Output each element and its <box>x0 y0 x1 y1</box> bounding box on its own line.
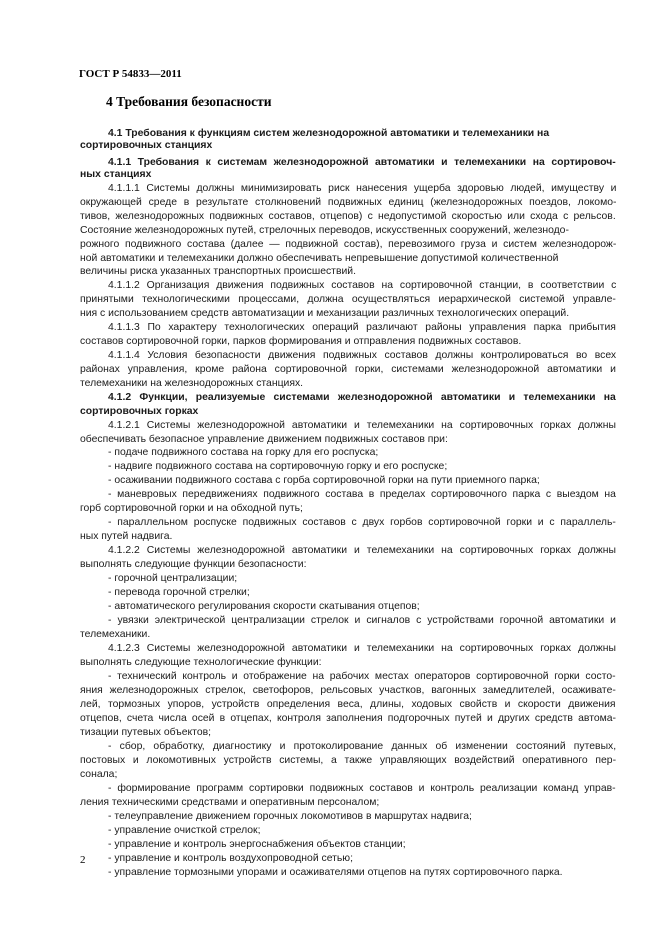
text-line: постовых и локомотивных устройств системы, а также управляющих воздействий оперативного пер- <box>80 755 617 766</box>
text-line: Состояние железнодорожных путей, стрелочных переводов, искусственных сооружений, железнодо- <box>80 225 569 236</box>
text-line: - формирование программ сортировки подвижных составов и контроль реализации команд управ- <box>108 783 616 794</box>
text-line: обеспечивать безопасное управление движением подвижных составов при: <box>80 434 448 445</box>
text-line: - увязки электрической централизации стрелок и сигналов с устройствами горочной автоматики и <box>108 615 616 626</box>
text-line: 4.1.1.2 Организация движения подвижных составов на сортировочной станции, в соответствии с <box>108 280 617 291</box>
text-line: принятыми технологическими процессами, должна осуществляться иерархической системой управле- <box>80 294 616 305</box>
text-line: - технический контроль и отображение на рабочих местах операторов сортировочной горки состо- <box>108 671 616 682</box>
text-line: 4.1.1.3 По характеру технологических операций различают районы управления парка прибытия <box>108 322 616 333</box>
section-title: 4 Требования безопасности <box>106 94 272 109</box>
text-line: величины риска указанных транспортных происшествий. <box>80 266 356 277</box>
text-line: яния железнодорожных стрелок, светофоров, рельсовых участков, вагонных замедлителей, осаживате- <box>80 685 616 696</box>
text-line: ных станциях <box>80 169 152 180</box>
text-line: - управление тормозными упорами и осаживателями отцепов на путях сортировочного парка. <box>108 867 563 878</box>
text-line: отцепов, счета числа осей в отцепах, контроля заполнения подгорочных путей и других средств автома- <box>80 713 616 724</box>
page-number: 2 <box>80 854 86 866</box>
text-line: выполнять следующие функции безопасности: <box>80 559 307 570</box>
text-line: ных путей надвига. <box>80 531 173 542</box>
text-line: ления техническими средствами и оперативным персоналом; <box>80 797 380 808</box>
text-line: - управление и контроль энергоснабжения объектов станции; <box>108 839 406 850</box>
text-line: ной автоматики и телемеханики должно обеспечивать непревышение допустимой количественной <box>80 253 559 264</box>
text-line: 4.1.2 Функции, реализуемые системами железнодорожной автоматики и телемеханики на <box>108 392 616 403</box>
text-line: сортировочных горках <box>80 406 199 417</box>
text-line: - автоматического регулирования скорости скатывания отцепов; <box>108 601 420 612</box>
text-line: - управление и контроль воздухопроводной сетью; <box>108 853 353 864</box>
text-line: - горочной централизации; <box>108 573 238 584</box>
text-line: 4.1.2.2 Системы железнодорожной автоматики и телемеханики на сортировочных горках должны <box>108 545 616 556</box>
text-line: ния с использованием средств автоматизации и механизации различных технологических операций. <box>80 308 570 319</box>
text-line: 4.1.1.1 Системы должны минимизировать риск нанесения ущерба здоровью людей, имуществу и <box>108 183 617 194</box>
text-line: тизации путевых объектов; <box>80 727 212 738</box>
text-line: - перевода горочной стрелки; <box>108 587 250 598</box>
text-line: сонала; <box>80 769 118 780</box>
text-line: 4.1.1.4 Условия безопасности движения подвижных составов должны контролироваться во всех <box>108 350 617 361</box>
text-line: телемеханики на железнодорожных станциях. <box>80 378 304 389</box>
text-line: - параллельном роспуске подвижных составов с двух горбов сортировочной горки и с параллель- <box>108 517 616 528</box>
text-line: - подаче подвижного состава на горку для его роспуска; <box>108 447 379 458</box>
text-line: - надвиге подвижного состава на сортировочную горку и его роспуске; <box>108 461 448 472</box>
text-line: лей, тормозных упоров, устройств определения веса, длины, ходовых свойств и скорости движения <box>80 699 616 710</box>
text-line: - управление очисткой стрелок; <box>108 825 261 836</box>
text-line: горб сортировочной горки и на обходной путь; <box>80 503 303 514</box>
text-line: 4.1.1 Требования к системам железнодорожной автоматики и телемеханики на сортировоч- <box>108 157 616 168</box>
text-line: составов сортировочной горки, парков формирования и отправления подвижных составов. <box>80 336 522 347</box>
text-line: районах управления, кроме района сортировочной горки, системами железнодорожной автоматики и <box>80 364 616 375</box>
document-code: ГОСТ Р 54833—2011 <box>79 68 182 80</box>
text-line: 4.1 Требования к функциям систем железнодорожной автоматики и телемеханики на <box>108 128 550 139</box>
text-line: окружающей среде в результате столкновений подвижных единиц (железнодорожных поездов, локомо- <box>80 197 617 208</box>
text-line: выполнять следующие технологические функции: <box>80 657 322 668</box>
text-line: 4.1.2.1 Системы железнодорожной автоматики и телемеханики на сортировочных горках должны <box>108 420 616 431</box>
text-line: - сбор, обработку, диагностику и протоколирование данных об изменении состояний путевых, <box>108 741 617 752</box>
text-line: - маневровых передвижениях подвижного состава в пределах сортировочного парка с выездом на <box>108 489 616 500</box>
text-line: рожного подвижного состава (далее — подвижной состав), перевозимого груза и систем железнодорож- <box>80 239 617 250</box>
text-line: - телеуправление движением горочных локомотивов в маршрутах надвига; <box>108 811 472 822</box>
text-line: - осаживании подвижного состава с горба сортировочной горки на пути приемного парка; <box>108 475 540 486</box>
text-line: сортировочных станциях <box>80 140 213 151</box>
text-line: телемеханики. <box>80 629 151 640</box>
text-line: тивов, железнодорожных подвижных составов, отцепов) с недопустимой скоростью или схода с рельсов. <box>80 211 616 222</box>
text-line: 4.1.2.3 Системы железнодорожной автоматики и телемеханики на сортировочных горках должны <box>108 643 616 654</box>
